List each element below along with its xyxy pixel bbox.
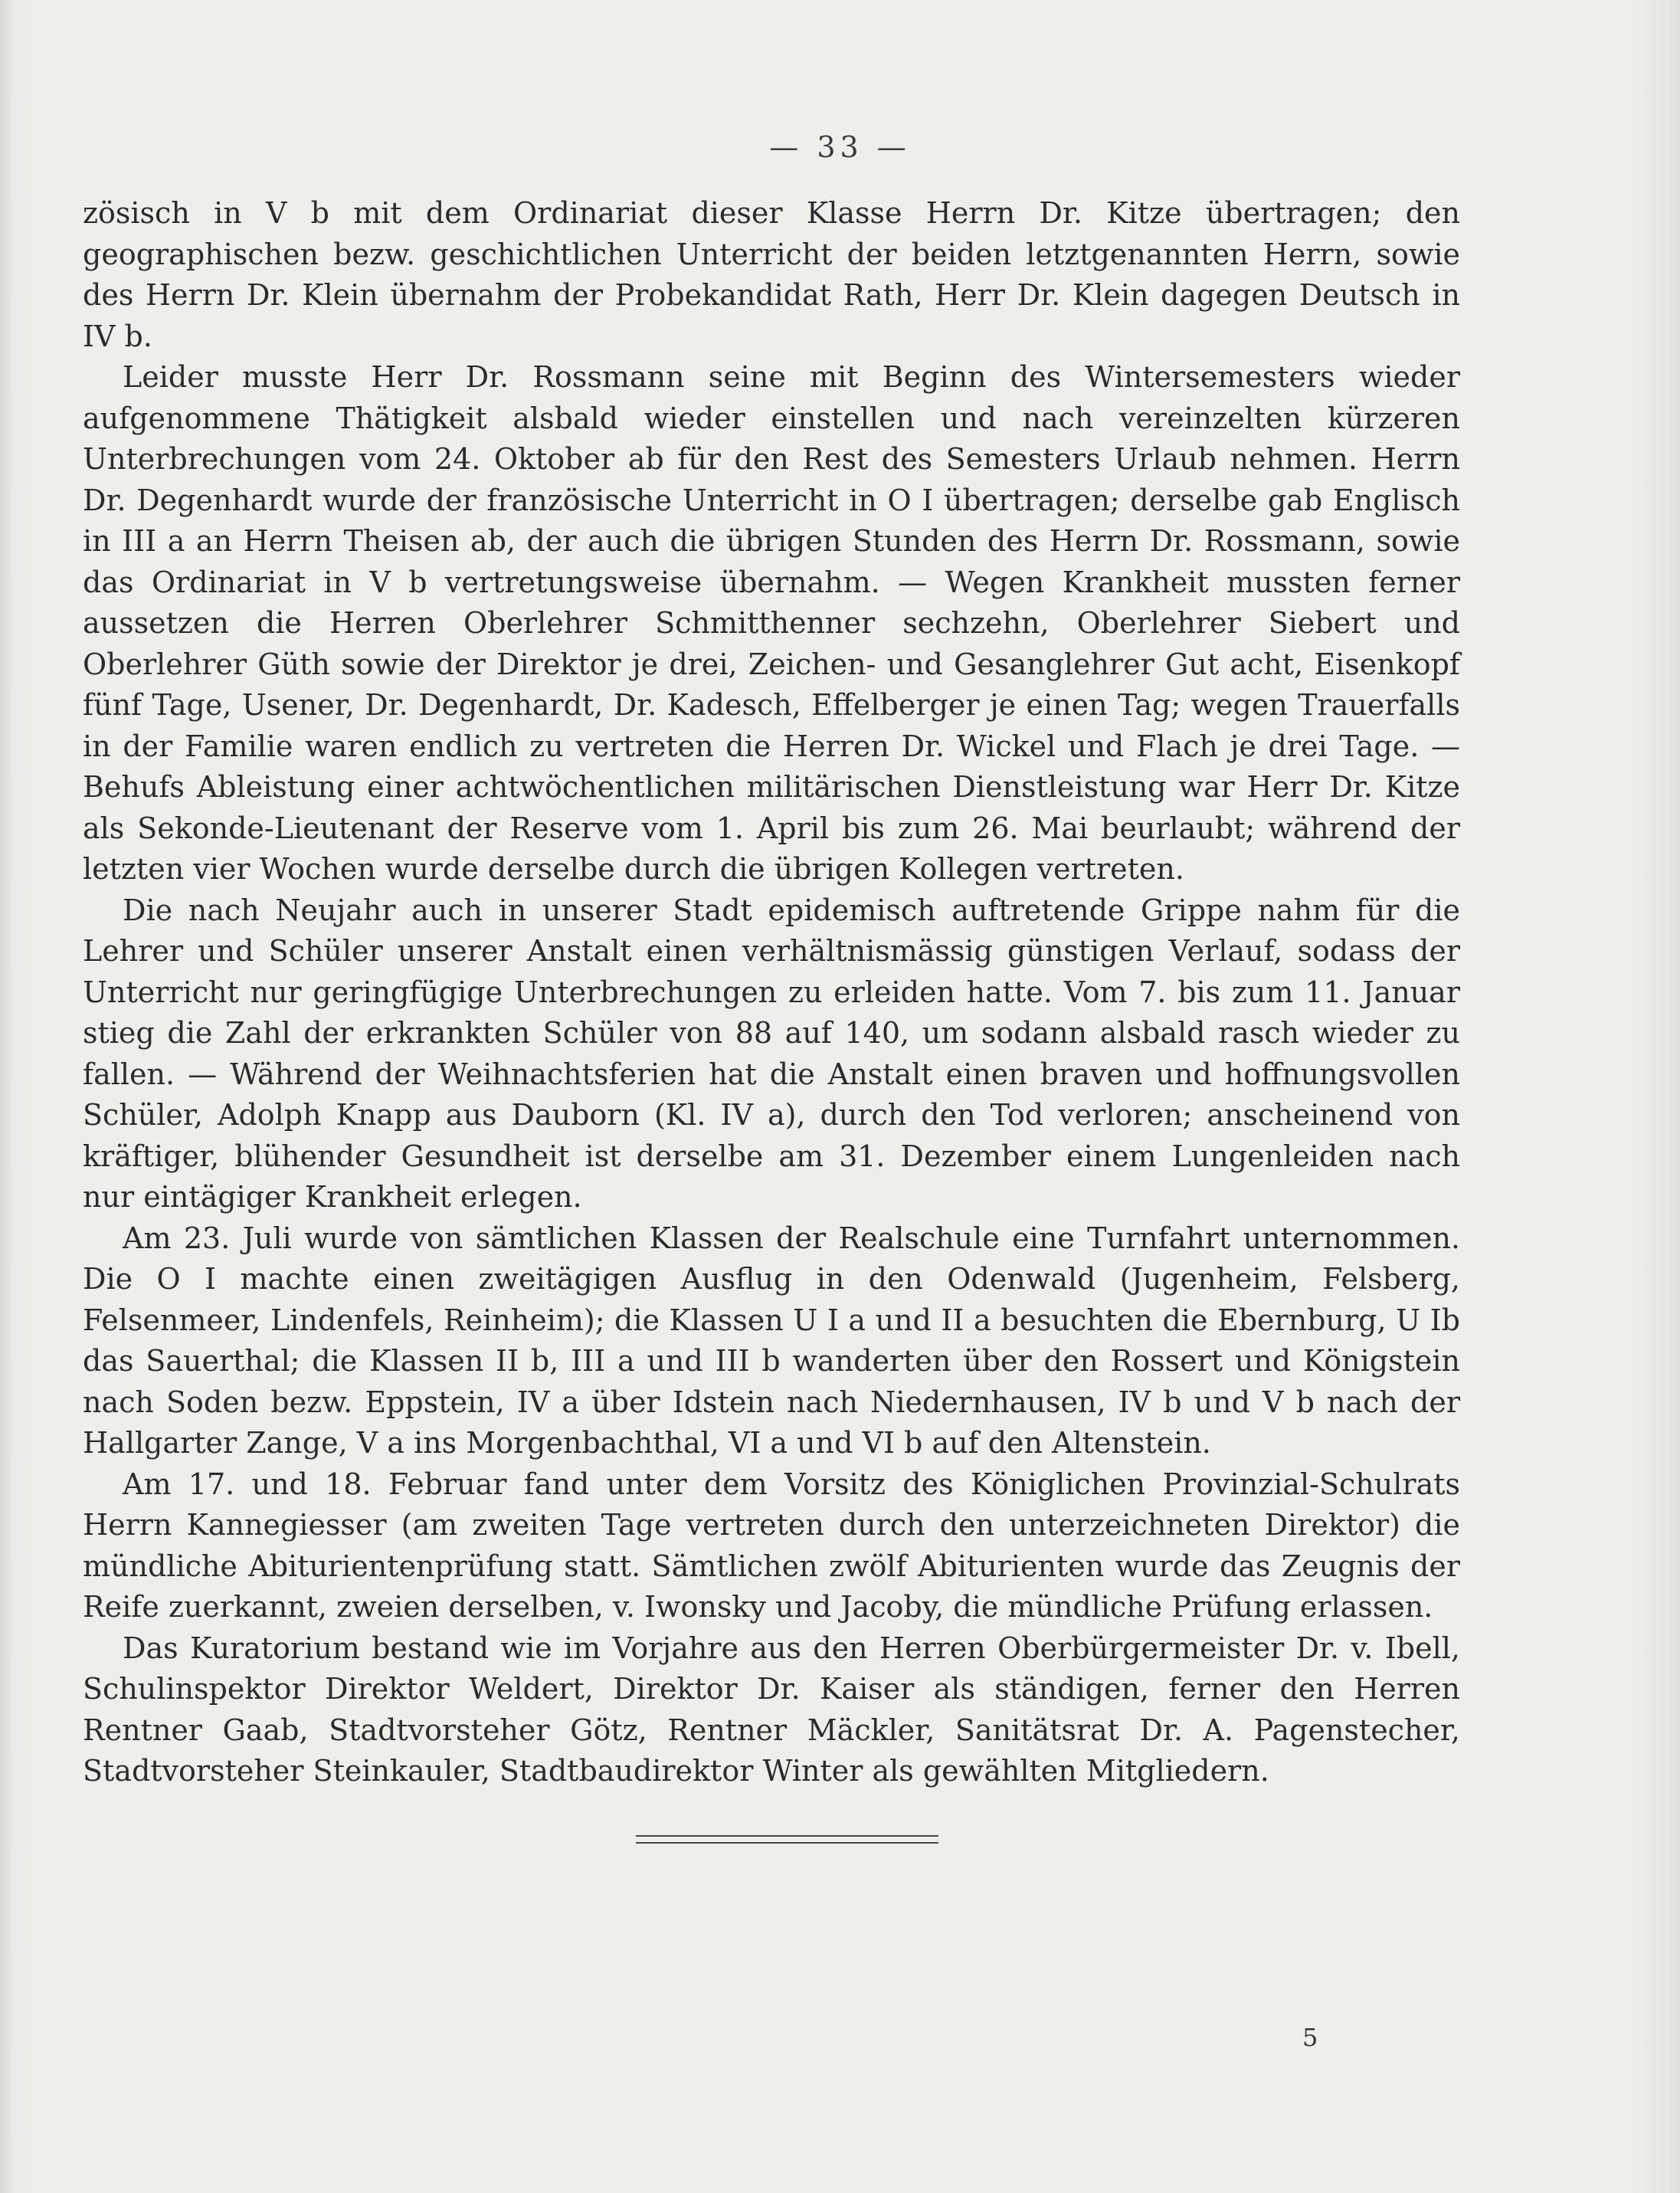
paragraph: Die nach Neujahr auch in unserer Stadt epidemisch auftretende Grippe nahm für die Lehrer und Schüler unserer Anstalt einen verhältnismässig günstigen Verlauf, sodass der Unterricht nur geringfügige Unterbrechungen zu erleiden hatte. Vom 7. bis zum 11. Januar stieg die Zahl der erkrankten Schüler von 88 auf 140, um sodann alsbald rasch wieder zu fallen. — Während der Weihnachtsferien hat die Anstalt einen braven und hoffnungsvollen Schüler, Adolph Knapp aus Dauborn (Kl. IV a), durch den Tod verloren; anscheinend von kräftiger, blühender Gesundheit ist derselbe am 31. Dezember einem Lungenleiden nach nur eintägiger Krankheit erlegen. bbox=[83, 893, 1460, 1214]
body-text bbox=[83, 193, 1460, 1792]
divider bbox=[636, 1842, 938, 1844]
section-end-rule bbox=[636, 1835, 938, 1849]
page-number: — 33 — bbox=[769, 130, 911, 164]
paragraph: Am 23. Juli wurde von sämtlichen Klassen der Realschule eine Turnfahrt unternommen. Die O I machte einen zweitägigen Ausflug in den Odenwald (Jugenheim, Felsberg, Felsenmeer, Lindenfels, Reinheim); die Klassen U I a und II a besuchten die Ebernburg, U Ib das Sauerthal; die Klassen II b, III a und III b wanderten über den Rossert und Königstein nach Soden bezw. Eppstein, IV a über Idstein nach Niedernhausen, IV b und V b nach der Hallgarter Zange, V a ins Morgenbachthal, VI a und VI b auf den Altenstein. bbox=[83, 1221, 1460, 1460]
paragraph: Das Kuratorium bestand wie im Vorjahre aus den Herren Oberbürgermeister Dr. v. Ibell, Schulinspektor Direktor Weldert, Direktor Dr. Kaiser als ständigen, ferner den Herren Rentner Gaab, Stadtvorsteher Götz, Rentner Mäckler, Sanitätsrat Dr. A. Pagenstecher, Stadtvorsteher Steinkauler, Stadtbaudirektor Winter als gewählten Mitgliedern. bbox=[83, 1631, 1460, 1788]
signature-mark: 5 bbox=[1302, 2023, 1318, 2052]
divider bbox=[636, 1835, 938, 1837]
paragraph: Am 17. und 18. Februar fand unter dem Vorsitz des Königlichen Provinzial-Schulrats Herrn Kannegiesser (am zweiten Tage vertreten durch den unterzeichneten Direktor) die mündliche Abiturientenprüfung statt. Sämtlichen zwölf Abiturienten wurde das Zeugnis der Reife zuerkannt, zweien derselben, v. Iwonsky und Jacoby, die mündliche Prüfung erlassen. bbox=[83, 1467, 1460, 1624]
paragraph: Leider musste Herr Dr. Rossmann seine mit Beginn des Wintersemesters wieder aufgenommene Thätigkeit alsbald wieder einstellen und nach vereinzelten kürzeren Unterbrechungen vom 24. Oktober ab für den Rest des Semesters Urlaub nehmen. Herrn Dr. Degenhardt wurde der französische Unterricht in O I übertragen; derselbe gab Englisch in III a an Herrn Theisen ab, der auch die übrigen Stunden des Herrn Dr. Rossmann, sowie das Ordinariat in V b vertretungsweise übernahm. — Wegen Krankheit mussten ferner aussetzen die Herren Oberlehrer Schmitthenner sechzehn, Oberlehrer Siebert und Oberlehrer Güth sowie der Direktor je drei, Zeichen- und Gesanglehrer Gut acht, Eisenkopf fünf Tage, Usener, Dr. Degenhardt, Dr. Kadesch, Effelberger je einen Tag; wegen Trauerfalls in der Familie waren endlich zu vertreten die Herren Dr. Wickel und Flach je drei Tage. — Behufs Ableistung einer achtwöchentlichen militärischen Dienstleistung war Herr Dr. Kitze als Sekonde-Lieutenant der Reserve vom 1. April bis zum 26. Mai beurlaubt; während der letzten vier Wochen wurde derselbe durch die übrigen Kollegen vertreten. bbox=[83, 360, 1460, 886]
paragraph: zösisch in V b mit dem Ordinariat dieser Klasse Herrn Dr. Kitze übertragen; den geographischen bezw. geschichtlichen Unterricht der beiden letztgenannten Herrn, sowie des Herrn Dr. Klein übernahm der Probekandidat Rath, Herr Dr. Klein dagegen Deutsch in IV b. bbox=[83, 196, 1460, 353]
